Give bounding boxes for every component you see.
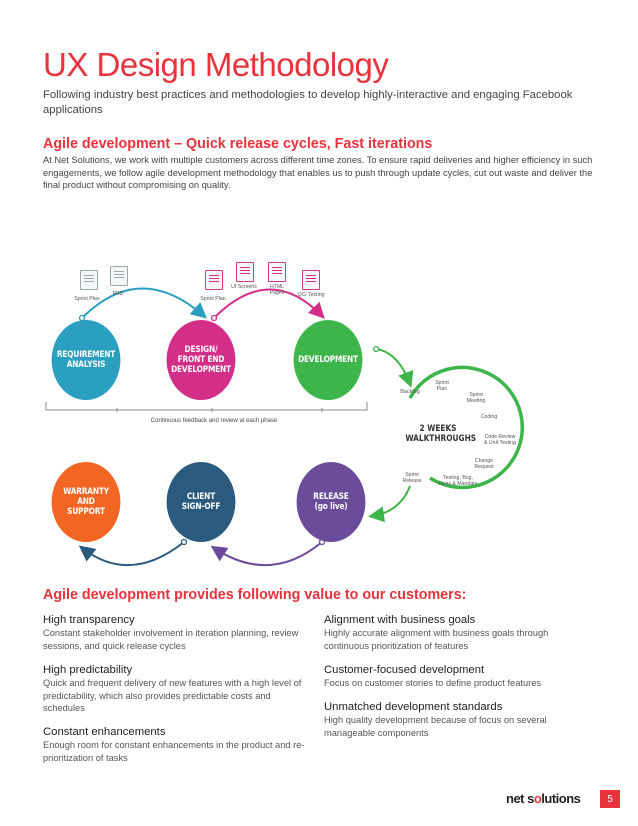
agile-intro: At Net Solutions, we work with multiple customers across different time zones. To ensure rapid deliveries and higher efficiency in such engagements, we follow agile development methodology that enables us to push through update cycles, cut out waste and deliver the final product without compromising on quality. [43, 155, 593, 190]
phase-warranty-support: WARRANTY AND SUPPORT [52, 462, 121, 542]
arc-release-signoff [214, 542, 322, 565]
value-item [43, 614, 313, 652]
artifact-html-pages: HTML Pages [269, 284, 285, 296]
logo-text-b: o [533, 791, 542, 806]
phase-development: DEVELOPMENT [294, 320, 363, 400]
sprint-plan-icon [205, 270, 223, 290]
cycle-change-request: Change Request [474, 458, 494, 470]
company-logo [506, 791, 580, 806]
qc-testing-icon [302, 270, 320, 290]
value-text: High quality development because of focus on several manageable components [324, 715, 547, 738]
arc-signoff-warranty [82, 542, 184, 565]
phase-design: DESIGN/ FRONT END DEVELOPMENT [167, 320, 236, 400]
agile-heading: Agile development – Quick release cycles, Fast iterations [43, 136, 433, 152]
cycle-testing: Testing, Bug, Fixes & Mandate [438, 475, 478, 487]
phase-requirement-analysis: REQUIREMENT ANALYSIS [52, 320, 121, 400]
value-title: Constant enhancements [43, 726, 166, 738]
cycle-coding: Coding [480, 414, 498, 420]
cycle-backlog: Backlog [400, 389, 420, 395]
value-text: Highly accurate alignment with business goals through continuous prioritization of features [324, 628, 549, 651]
page-title: UX Design Methodology [43, 46, 389, 83]
cycle-code-review: Code Review & Unit Testing [484, 434, 516, 446]
cycle-sprint-plan: Sprint Plan [435, 380, 449, 392]
value-heading: Agile development provides following value to our customers: [43, 587, 467, 603]
value-title: High predictability [43, 664, 133, 676]
value-item [324, 614, 594, 652]
value-title: High transparency [43, 614, 135, 626]
artifact-ui-screens: UI Screens [231, 284, 257, 290]
value-text: Quick and frequent delivery of new features with a high level of predictability, which also provides predictable costs and schedules [43, 678, 302, 713]
ui-screens-icon [236, 262, 254, 282]
artifact-sprint-plan-1: Sprint Plan [74, 296, 100, 302]
cycle-sprint-release: Sprint Release [402, 472, 422, 484]
phase-client-signoff: CLIENT SIGN-OFF [167, 462, 236, 542]
value-item [324, 664, 594, 690]
value-text: Enough room for constant enhancements in the product and re-prioritization of tasks [43, 740, 305, 763]
value-title: Unmatched development standards [324, 701, 503, 713]
artifact-sprint-plan-2: Sprint Plan [200, 296, 226, 302]
value-text: Constant stakeholder involvement in iteration planning, review sessions, and quick release cycles [43, 628, 299, 651]
value-title: Alignment with business goals [324, 614, 476, 626]
value-item [43, 664, 313, 715]
value-title: Customer-focused development [324, 664, 485, 676]
cycle-center: 2 WEEKS WALKTHROUGHS [405, 424, 477, 444]
page-number: 5 [600, 790, 620, 808]
artifact-qc-testing: QC/ Testing [297, 292, 325, 298]
value-text: Focus on customer stories to define product features [324, 678, 542, 688]
sprint-plan-icon [80, 270, 98, 290]
phase-release: RELEASE (go live) [297, 462, 366, 542]
arc-req-design [82, 288, 204, 318]
prd-icon [110, 266, 128, 286]
html-pages-icon [268, 262, 286, 282]
logo-text-a: net s [506, 791, 534, 806]
value-item [43, 726, 313, 764]
artifact-prd: PRD [112, 291, 124, 297]
cycle-sprint-meeting: Sprint Meeting [466, 392, 486, 404]
feedback-note: Continuous feedback and review at each phase [150, 418, 278, 424]
logo-text-c: lutions [541, 791, 581, 806]
page-subtitle: Following industry best practices and methodologies to develop highly-interactive and engaging Facebook applications [43, 89, 573, 116]
value-item [324, 701, 594, 739]
